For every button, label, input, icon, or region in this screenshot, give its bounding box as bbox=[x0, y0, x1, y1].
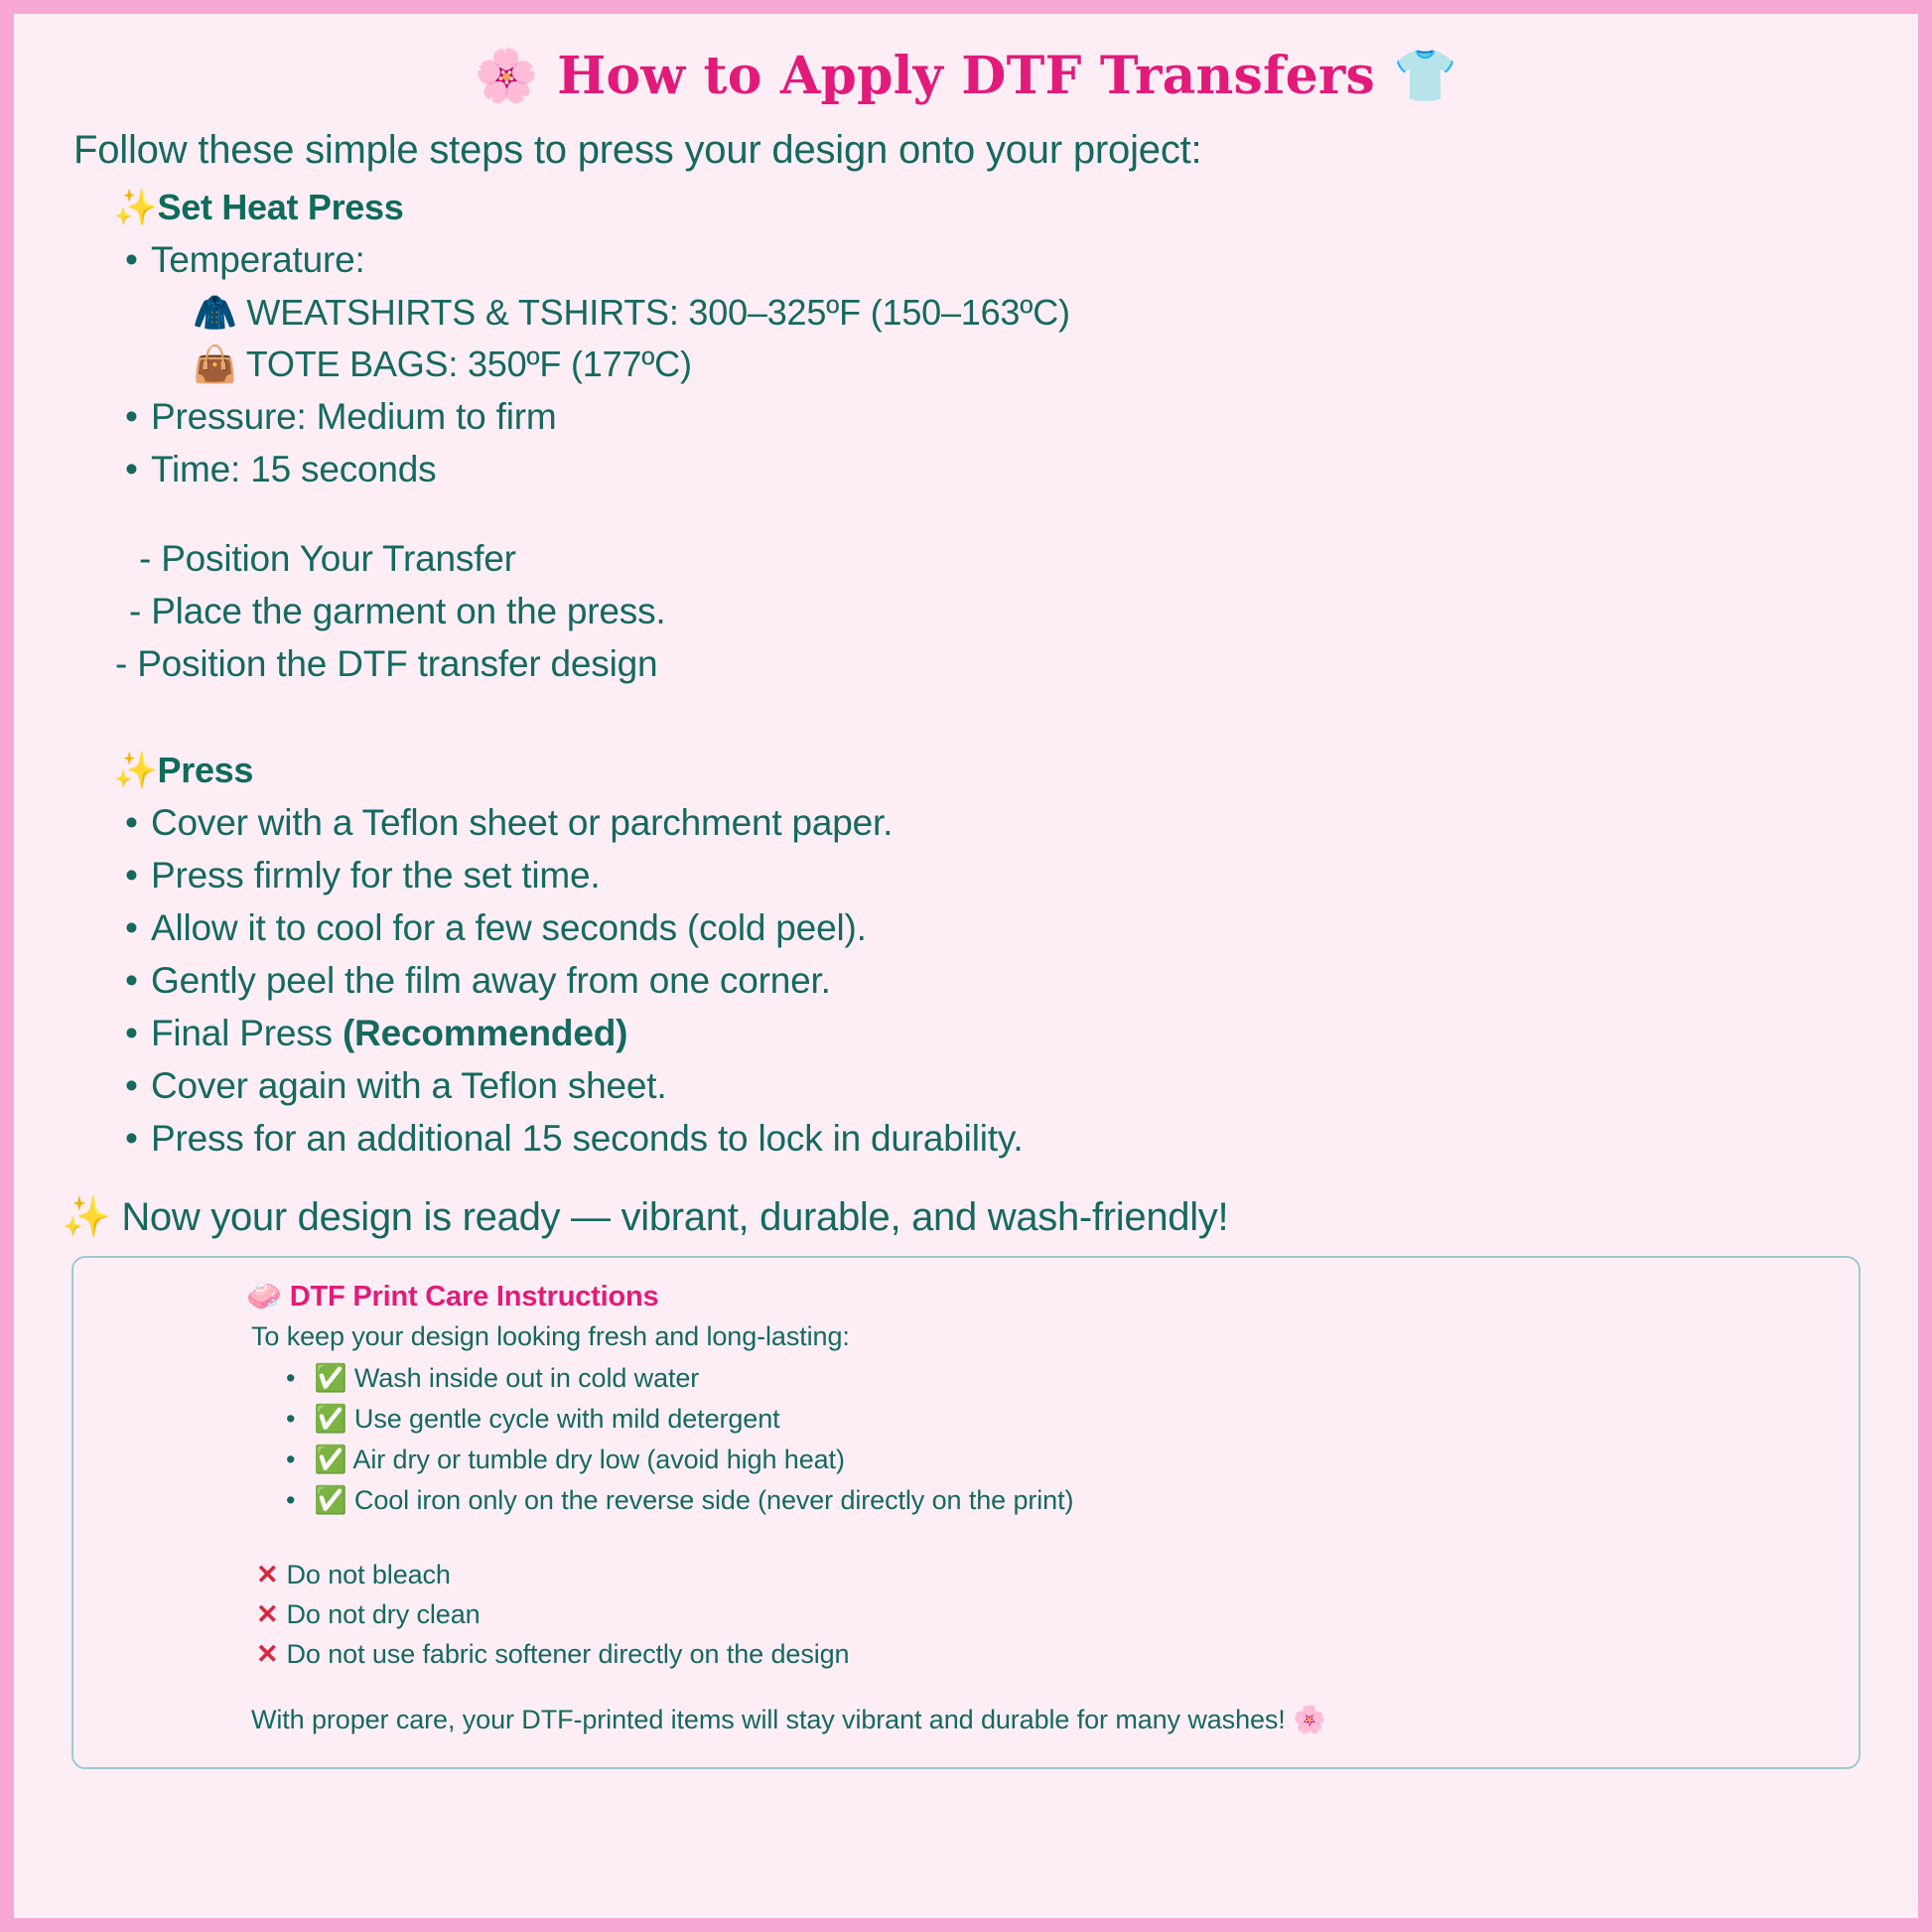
document-page bbox=[14, 14, 1918, 1918]
list-item bbox=[286, 1362, 1835, 1394]
list-item: - Place the garment on the press. bbox=[129, 591, 666, 631]
list-item-label: ✅ Cool iron only on the reverse side (never directly on the print) bbox=[314, 1485, 1074, 1515]
section-heading-set-heat-press: ✨Set Heat Press bbox=[113, 187, 404, 227]
cross-mark-icon: ✕ bbox=[256, 1560, 279, 1589]
cross-mark-icon: ✕ bbox=[256, 1639, 279, 1669]
list-item bbox=[286, 1444, 1835, 1475]
bullet-dot-icon: • bbox=[286, 1485, 296, 1515]
list-item-label: Time: 15 seconds bbox=[151, 449, 437, 489]
list-item bbox=[256, 1599, 1835, 1630]
list-item-label: Allow it to cool for a few seconds (cold peel). bbox=[151, 907, 867, 948]
section-heading-press: ✨Press bbox=[113, 750, 254, 790]
list-item bbox=[125, 396, 1878, 438]
list-item bbox=[125, 239, 1878, 281]
list-item bbox=[125, 802, 1878, 844]
list-item bbox=[286, 1484, 1835, 1516]
bullet-dot-icon: • bbox=[125, 239, 138, 280]
list-item bbox=[125, 855, 1878, 897]
spacer bbox=[54, 501, 1878, 527]
bullet-dot-icon: • bbox=[286, 1445, 296, 1474]
page-title: 🌸 How to Apply DTF Transfers 👕 bbox=[474, 46, 1458, 106]
list-item-label: Cover with a Teflon sheet or parchment paper. bbox=[151, 802, 894, 843]
list-item-label: Press for an additional 15 seconds to lock in durability. bbox=[151, 1118, 1024, 1159]
care-box-title: 🧼 DTF Print Care Instructions bbox=[246, 1281, 659, 1312]
bullet-dot-icon: • bbox=[125, 960, 138, 1001]
list-item-label: Press firmly for the set time. bbox=[151, 855, 601, 896]
list-item-emphasis: (Recommended) bbox=[342, 1013, 628, 1053]
list-item-label: Cover again with a Teflon sheet. bbox=[151, 1065, 667, 1106]
list-item: 🧥 WEATSHIRTS & TSHIRTS: 300–325ºF (150–163ºC) bbox=[193, 292, 1070, 333]
list-item-label: Gently peel the film away from one corner. bbox=[151, 960, 831, 1001]
list-item bbox=[125, 1013, 1878, 1054]
care-instructions-box bbox=[71, 1256, 1861, 1769]
bullet-dot-icon: • bbox=[125, 855, 138, 896]
bullet-dot-icon: • bbox=[125, 802, 138, 843]
bullet-dot-icon: • bbox=[125, 396, 138, 437]
bullet-dot-icon: • bbox=[125, 1013, 138, 1053]
document-body bbox=[14, 128, 1918, 1769]
bullet-dot-icon: • bbox=[125, 1118, 138, 1159]
list-item-label: ✅ Air dry or tumble dry low (avoid high heat) bbox=[314, 1445, 845, 1474]
list-item bbox=[125, 449, 1878, 490]
care-box-subtitle: To keep your design looking fresh and long-lasting: bbox=[251, 1321, 850, 1351]
list-item-label: Do not bleach bbox=[286, 1560, 451, 1589]
list-item: - Position Your Transfer bbox=[139, 538, 516, 579]
bullet-dot-icon: • bbox=[125, 907, 138, 948]
list-item bbox=[286, 1403, 1835, 1435]
list-item bbox=[125, 1065, 1878, 1107]
list-item bbox=[256, 1639, 1835, 1670]
ready-message: ✨ Now your design is ready — vibrant, durable, and wash-friendly! bbox=[62, 1195, 1229, 1239]
list-item: 👜 TOTE BAGS: 350ºF (177ºC) bbox=[193, 344, 692, 384]
list-item-label: ✅ Wash inside out in cold water bbox=[314, 1363, 700, 1393]
intro-text: Follow these simple steps to press your design onto your project: bbox=[73, 128, 1202, 172]
list-item-label: Temperature: bbox=[151, 239, 365, 280]
list-item-label: Do not use fabric softener directly on the design bbox=[286, 1639, 850, 1669]
list-item bbox=[125, 1118, 1878, 1160]
list-item bbox=[256, 1560, 1835, 1590]
bullet-dot-icon: • bbox=[286, 1404, 296, 1434]
list-item bbox=[125, 907, 1878, 949]
list-item-label: Pressure: Medium to firm bbox=[151, 396, 557, 437]
bullet-dot-icon: • bbox=[125, 1065, 138, 1106]
cross-mark-icon: ✕ bbox=[256, 1599, 279, 1629]
spacer bbox=[54, 696, 1878, 736]
care-box-footer: With proper care, your DTF-printed items will stay vibrant and durable for many washes! 🌸 bbox=[251, 1705, 1326, 1734]
list-item bbox=[125, 960, 1878, 1002]
bullet-dot-icon: • bbox=[286, 1363, 296, 1393]
spacer bbox=[97, 1525, 1835, 1551]
list-item-label: ✅ Use gentle cycle with mild detergent bbox=[314, 1404, 780, 1434]
bullet-dot-icon: • bbox=[125, 449, 138, 489]
list-item-label: Final Press bbox=[151, 1013, 343, 1053]
list-item: - Position the DTF transfer design bbox=[115, 643, 658, 684]
list-item-label: Do not dry clean bbox=[286, 1599, 481, 1629]
